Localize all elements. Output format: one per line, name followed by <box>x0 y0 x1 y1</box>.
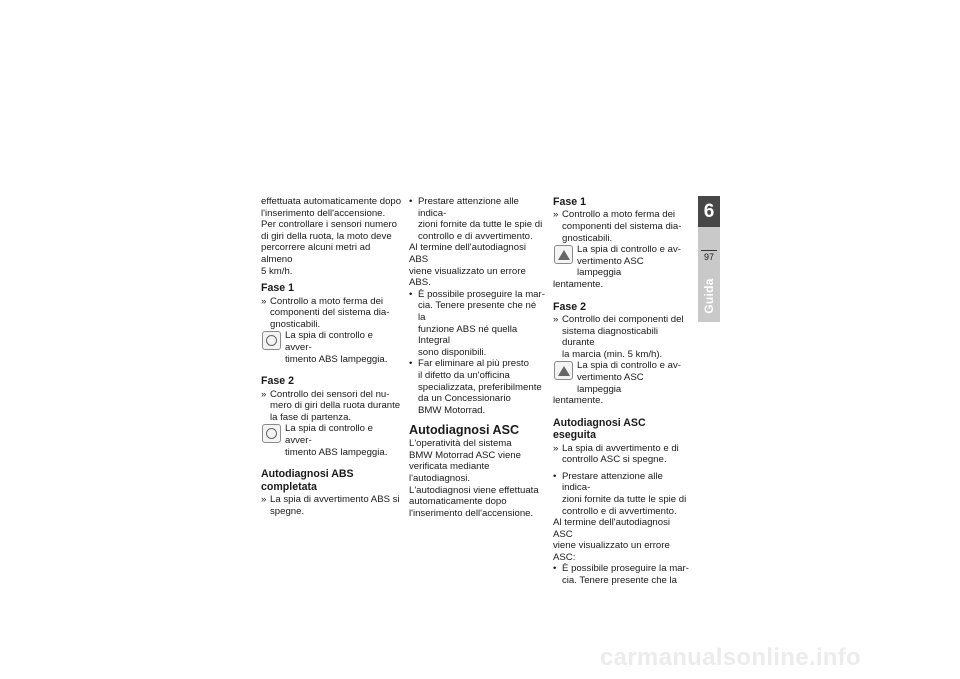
intro-text: effettuata automaticamente dopo l'inserimento dell'accensione. Per controllare i sensori numero di giri della ruota, la moto deve percorrere alcuni metri ad almeno 5 km/h. <box>261 196 402 277</box>
list-item: » Controllo dei sensori del nu- mero di giri della ruota durante la fase di partenza. <box>261 388 401 423</box>
chapter-tab <box>698 196 720 322</box>
heading-fase-2: Fase 2 <box>553 300 586 313</box>
asc-warning-note: La spia di controllo e av- vertimento ASC lampeggia <box>554 360 690 395</box>
arrow-marker: » <box>261 388 267 400</box>
arrow-marker: » <box>261 493 267 505</box>
paragraph: Al termine dell'autodiagnosi ABS viene visualizzato un errore ABS. <box>409 242 527 289</box>
bullet-item: • Prestare attenzione alle indica- zioni fornite da tutte le spie di controllo e di avvertimento. <box>409 196 543 242</box>
bullet-item: • È possibile proseguire la mar- cia. Tenere presente che la <box>553 563 689 587</box>
bullet-item: • Prestare attenzione alle indica- zioni fornite da tutte le spie di controllo e di avvertimento. <box>553 470 687 517</box>
heading-fase-1: Fase 1 <box>261 282 294 295</box>
heading-asc-selfdiagnosis: Autodiagnosi ASC <box>409 423 520 438</box>
divider <box>701 250 717 251</box>
list-item: » La spia di avvertimento ABS si spegne. <box>261 493 400 517</box>
watermark: carmanualsonline.info <box>600 644 862 671</box>
bullet-marker: • <box>409 358 413 370</box>
warning-triangle-icon <box>554 361 573 380</box>
list-item: » Controllo a moto ferma dei componenti del sistema dia- gnosticabili. <box>261 295 390 330</box>
arrow-marker: » <box>261 295 267 307</box>
page-number: 97 <box>703 252 714 262</box>
list-item: » Controllo a moto ferma dei componenti del sistema dia- gnosticabili. <box>553 209 682 244</box>
bullet-marker: • <box>409 196 413 207</box>
list-item: » Controllo dei componenti del sistema diagnosticabili durante la marcia (min. 5 km/h). <box>553 313 684 360</box>
bullet-item: • È possibile proseguire la mar- cia. Tenere presente che né la funzione ABS né quella Integral sono disponibili. <box>409 288 545 358</box>
chapter-number: 6 <box>698 196 720 227</box>
asc-warning-note: La spia di controllo e av- vertimento ASC lampeggia <box>554 244 690 279</box>
paragraph: lentamente. <box>553 278 604 290</box>
abs-warning-note: La spia di controllo e avver- timento ABS lampeggia. <box>262 423 402 458</box>
column-1 <box>261 196 402 517</box>
arrow-marker: » <box>553 209 559 221</box>
arrow-marker: » <box>553 313 559 325</box>
abs-warning-note: La spia di controllo e avver- timento ABS lampeggia. <box>262 330 402 365</box>
column-3 <box>553 196 690 587</box>
bullet-marker: • <box>409 288 413 300</box>
heading-asc-completed: Autodiagnosi ASC eseguita <box>553 416 646 442</box>
list-item: » La spia di avvertimento e di controllo ASC si spegne. <box>553 442 679 466</box>
abs-warning-icon <box>262 424 281 443</box>
bullet-item: • Far eliminare al più presto il difetto da un'officina specializzata, preferibilmente da un Concessionario BMW Motorrad. <box>409 358 542 416</box>
arrow-marker: » <box>553 442 559 454</box>
heading-abs-completed: Autodiagnosi ABS completata <box>261 468 354 493</box>
heading-fase-1: Fase 1 <box>553 196 586 208</box>
bullet-marker: • <box>553 470 557 482</box>
chapter-label: Guida <box>702 278 716 314</box>
paragraph: Al termine dell'autodiagnosi ASC viene visualizzato un errore ASC: <box>553 517 671 563</box>
paragraph: lentamente. <box>553 395 604 407</box>
paragraph: L'operatività del sistema BMW Motorrad ASC viene verificata mediante l'autodiagnosi. L'autodiagnosi viene effettuata automaticamente dopo l'inserimento dell'accensione. <box>409 438 539 519</box>
column-2 <box>409 196 546 519</box>
abs-warning-icon <box>262 331 281 350</box>
warning-triangle-icon <box>554 245 573 264</box>
bullet-marker: • <box>553 563 557 575</box>
heading-fase-2: Fase 2 <box>261 375 294 388</box>
